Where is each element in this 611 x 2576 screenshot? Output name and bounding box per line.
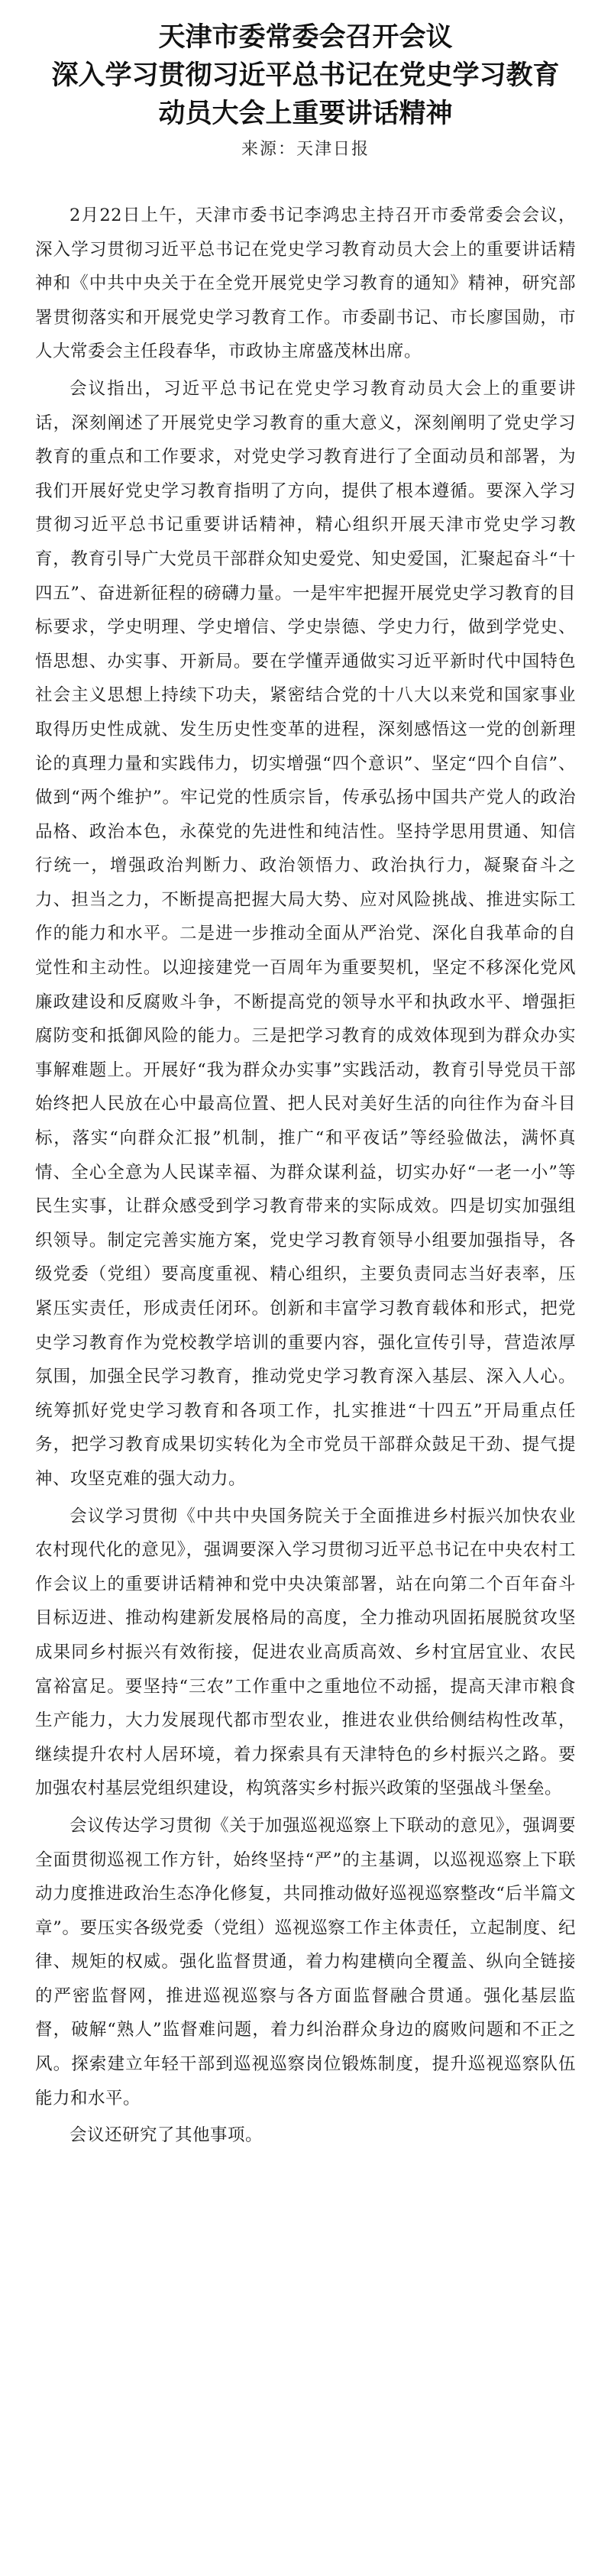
paragraph-4: 会议传达学习贯彻《关于加强巡视巡察上下联动的意见》，强调要全面贯彻巡视工作方针，始终坚持“严”的主基调，以巡视巡察上下联动力度推进政治生态净化修复，共同推动做好巡视巡察整改“后半篇文章”。要压实各级党委（党组）巡视巡察工作主体责任，立起制度、纪律、规矩的权威。强化监督贯通，着力构建横向全覆盖、纵向全链接的严密监督网，推进巡视巡察与各方面监督融合贯通。强化基层监督，破解“熟人”监督难问题，着力纠治群众身边的腐败问题和不正之风。探索建立年轻干部到巡视巡察岗位锻炼制度，提升巡视巡察队伍能力和水平。 (35, 1815, 576, 2108)
paragraph-3: 会议学习贯彻《中共中央国务院关于全面推进乡村振兴加快农业农村现代化的意见》，强调要深入学习贯彻习近平总书记在中央农村工作会议上的重要讲话精神和党中央决策部署，站在向第二个百年奋斗目标迈进、推动构建新发展格局的高度，全力推动巩固拓展脱贫攻坚成果同乡村振兴有效衔接，促进农业高质高效、乡村宜居宜业、农民富裕富足。要坚持“三农”工作重中之重地位不动摇，提高天津市粮食生产能力，大力发展现代都市型农业，推进农业供给侧结构性改革，继续提升农村人居环境，着力探索具有天津特色的乡村振兴之路。要加强农村基层党组织建设，构筑落实乡村振兴政策的坚强战斗堡垒。 (35, 1506, 576, 1799)
article-body (35, 199, 576, 2153)
article-source: 来源：天津日报 (241, 140, 370, 159)
article-headline (35, 18, 576, 133)
paragraph-1: 2月22日上午，天津市委书记李鸿忠主持召开市委常委会会议，深入学习贯彻习近平总书记在党史学习教育动员大会上的重要讲话精神和《中共中央关于在全党开展党史学习教育的通知》精神，研究部署贯彻落实和开展党史学习教育工作。市委副书记、市长廖国勋，市人大常委会主任段春华，市政协主席盛茂林出席。 (35, 205, 576, 362)
paragraph-5: 会议还研究了其他事项。 (70, 2125, 263, 2146)
headline-line-2: 深入学习贯彻习近平总书记在党史学习教育 (51, 60, 560, 91)
headline-line-3: 动员大会上重要讲话精神 (158, 98, 453, 129)
paragraph-2: 会议指出，习近平总书记在党史学习教育动员大会上的重要讲话，深刻阐述了开展党史学习教育的重大意义，深刻阐明了党史学习教育的重点和工作要求，对党史学习教育进行了全面动员和部署，为我们开展好党史学习教育指明了方向，提供了根本遵循。要深入学习贯彻习近平总书记重要讲话精神，精心组织开展天津市党史学习教育，教育引导广大党员干部群众知史爱党、知史爱国，汇聚起奋斗“十四五”、奋进新征程的磅礴力量。一是牢牢把握开展党史学习教育的目标要求，学史明理、学史增信、学史崇德、学史力行，做到学党史、悟思想、办实事、开新局。要在学懂弄通做实习近平新时代中国特色社会主义思想上持续下功夫，紧密结合党的十八大以来党和国家事业取得历史性成就、发生历史性变革的进程，深刻感悟这一党的创新理论的真理力量和实践伟力，切实增强“四个意识”、坚定“四个自信”、做到“两个维护”。牢记党的性质宗旨，传承弘扬中国共产党人的政治品格、政治本色，永葆党的先进性和纯洁性。坚持学思用贯通、知信行统一，增强政治判断力、政治领悟力、政治执行力，凝聚奋斗之力、担当之力，不断提高把握大局大势、应对风险挑战、推进实际工作的能力和水平。二是进一步推动全面从严治党、深化自我革命的自觉性和主动性。以迎接建党一百周年为重要契机，坚定不移深化党风廉政建设和反腐败斗争，不断提高党的领导水平和执政水平、增强拒腐防变和抵御风险的能力。三是把学习教育的成效体现到为群众办实事解难题上。开展好“我为群众办实事”实践活动，教育引导党员干部始终把人民放在心中最高位置、把人民对美好生活的向往作为奋斗目标，落实“向群众汇报”机制，推广“和平夜话”等经验做法，满怀真情、全心全意为人民谋幸福、为群众谋利益，切实办好“一老一小”等民生实事，让群众感受到学习教育带来的实际成效。四是切实加强组织领导。制定完善实施方案，党史学习教育领导小组要加强指导，各级党委（党组）要高度重视、精心组织，主要负责同志当好表率，压紧压实责任，形成责任闭环。创新和丰富学习教育载体和形式，把党史学习教育作为党校教学培训的重要内容，强化宣传引导，营造浓厚氛围，加强全民学习教育，推动党史学习教育深入基层、深入人心。统筹抓好党史学习教育和各项工作，扎实推进“十四五”开局重点任务，把学习教育成果切实转化为全市党员干部群众鼓足干劲、提气提神、攻坚克难的强大动力。 (35, 378, 576, 1489)
headline-line-1: 天津市委常委会召开会议 (158, 21, 453, 53)
